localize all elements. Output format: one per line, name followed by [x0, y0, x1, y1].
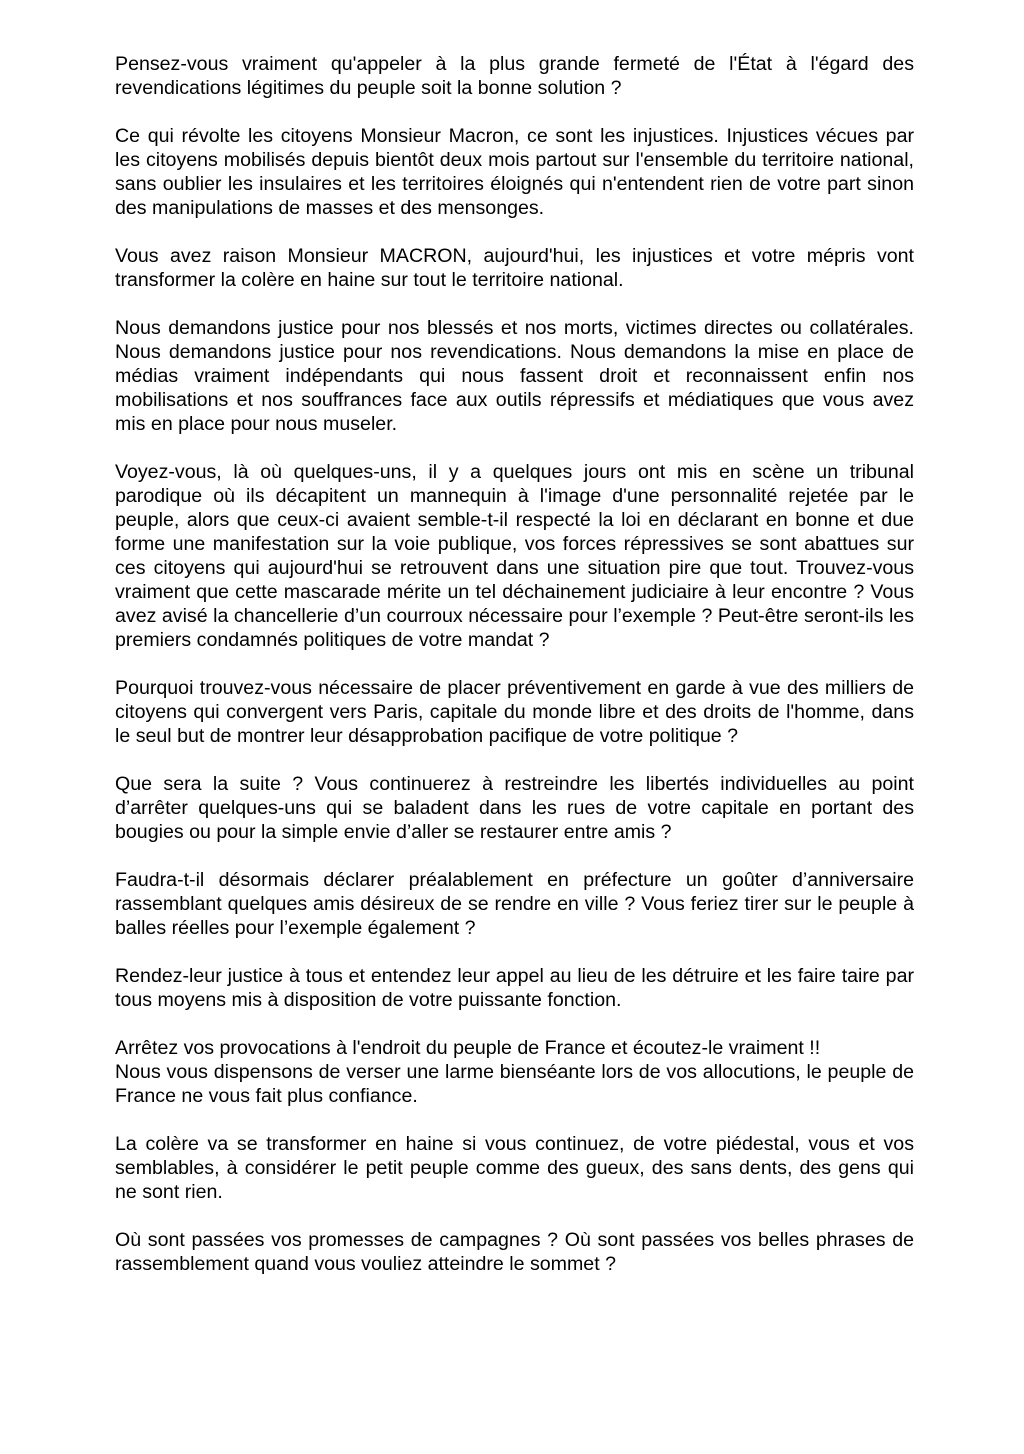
paragraph-11: La colère va se transformer en haine si vous continuez, de votre piédestal, vous et vos semblables, à considérer le petit peuple comme des gueux, des sans dents, des gens qui ne sont rien.: [115, 1133, 914, 1203]
paragraph-10-line-1: Arrêtez vos provocations à l'endroit du peuple de France et écoutez-le vraiment !!: [115, 1037, 821, 1059]
paragraph-12: Où sont passées vos promesses de campagnes ? Où sont passées vos belles phrases de rassemblement quand vous vouliez atteindre le sommet ?: [115, 1229, 914, 1275]
paragraph-8: Faudra-t-il désormais déclarer préalablement en préfecture un goûter d’anniversaire rassemblant quelques amis désireux de se rendre en ville ? Vous feriez tirer sur le peuple à balles réelles pour l’exemple également ?: [115, 869, 914, 939]
paragraph-10-line-2: Nous vous dispensons de verser une larme bienséante lors de vos allocutions, le peuple de France ne vous fait plus confiance.: [115, 1061, 914, 1107]
paragraph-1: Pensez-vous vraiment qu'appeler à la plus grande fermeté de l'État à l'égard des revendications légitimes du peuple soit la bonne solution ?: [115, 53, 914, 99]
paragraph-2: Ce qui révolte les citoyens Monsieur Macron, ce sont les injustices. Injustices vécues par les citoyens mobilisés depuis bientôt deux mois partout sur l'ensemble du territoire national, sans oublier les insulaires et les territoires éloignés qui n'entendent rien de votre part sinon des manipulations de masses et des mensonges.: [115, 125, 914, 219]
paragraph-6: Pourquoi trouvez-vous nécessaire de placer préventivement en garde à vue des milliers de citoyens qui convergent vers Paris, capitale du monde libre et des droits de l'homme, dans le seul but de montrer leur désapprobation pacifique de votre politique ?: [115, 677, 914, 747]
document-page: [115, 52, 914, 1300]
paragraph-4: Nous demandons justice pour nos blessés et nos morts, victimes directes ou collatérales. Nous demandons justice pour nos revendications. Nous demandons la mise en place de médias vraiment indépendants qui nous fassent droit et reconnaissent enfin nos mobilisations et nos souffrances face aux outils répressifs et médiatiques que vous avez mis en place pour nous museler.: [115, 317, 914, 435]
paragraph-5: Voyez-vous, là où quelques-uns, il y a quelques jours ont mis en scène un tribunal parodique où ils décapitent un mannequin à l'image d'une personnalité rejetée par le peuple, alors que ceux-ci avaient semble-t-il respecté la loi en déclarant en bonne et due forme une manifestation sur la voie publique, vos forces répressives se sont abattues sur ces citoyens qui aujourd'hui se retrouvent dans une situation pire que tout. Trouvez-vous vraiment que cette mascarade mérite un tel déchainement judiciaire à leur encontre ? Vous avez avisé la chancellerie d’un courroux nécessaire pour l’exemple ? Peut-être seront-ils les premiers condamnés politiques de votre mandat ?: [115, 461, 914, 651]
paragraph-7: Que sera la suite ? Vous continuerez à restreindre les libertés individuelles au point d’arrêter quelques-uns qui se baladent dans les rues de votre capitale en portant des bougies ou pour la simple envie d’aller se restaurer entre amis ?: [115, 773, 914, 843]
paragraph-10: [115, 1036, 914, 1108]
paragraph-9: Rendez-leur justice à tous et entendez leur appel au lieu de les détruire et les faire taire par tous moyens mis à disposition de votre puissante fonction.: [115, 965, 914, 1011]
paragraph-3: Vous avez raison Monsieur MACRON, aujourd'hui, les injustices et votre mépris vont transformer la colère en haine sur tout le territoire national.: [115, 245, 914, 291]
